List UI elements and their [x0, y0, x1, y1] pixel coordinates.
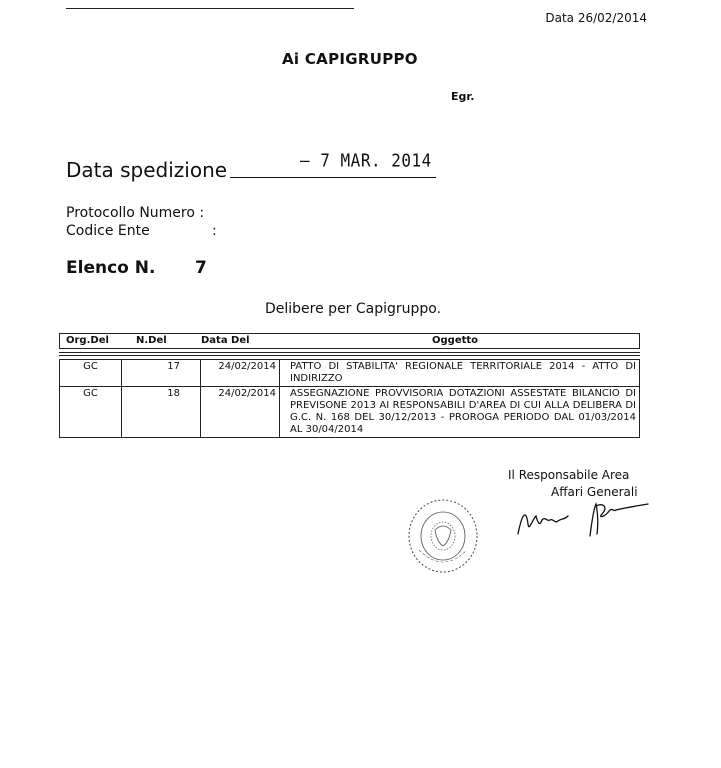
- table-row: [60, 387, 640, 438]
- header-date: Data Del: [201, 335, 250, 346]
- table-header: [59, 333, 640, 349]
- stamp-mark: ‒: [300, 150, 311, 171]
- row-date: 24/02/2014: [201, 387, 280, 438]
- deliberations-table: [59, 359, 640, 438]
- document-date: Data 26/02/2014: [545, 11, 647, 25]
- row-subject: PATTO DI STABILITA' REGIONALE TERRITORIALE 2014 - ATTO DI INDIRIZZO: [280, 360, 640, 387]
- row-num: 17: [122, 360, 201, 387]
- official-seal-icon: [405, 494, 481, 578]
- header-num: N.Del: [136, 335, 167, 346]
- row-subject: ASSEGNAZIONE PROVVISORIA DOTAZIONI ASSESTATE BILANCIO DI PREVISONE 2013 AI RESPONSABILI D'AREA DI CUI ALLA DELIBERA DI G.C. N. 168 DEL 30/12/2013 - PROROGA PERIODO DAL 01/03/2014 AL 30/04/2014: [280, 387, 640, 438]
- salutation: Egr.: [451, 90, 475, 103]
- table-row: [60, 360, 640, 387]
- list-number: 7: [195, 258, 207, 278]
- shipping-date-label: Data spedizione: [66, 158, 228, 182]
- page-title: Ai CAPIGRUPPO: [282, 50, 418, 68]
- header-subject: Oggetto: [432, 335, 479, 346]
- header-org: Org.Del: [66, 335, 109, 346]
- row-org: GC: [60, 387, 122, 438]
- table-separator-2: [59, 355, 640, 356]
- ente-code-label: Codice Ente: [66, 223, 150, 239]
- protocol-label: Protocollo Numero :: [66, 205, 205, 221]
- signatory-title: Il Responsabile Area: [508, 468, 630, 482]
- shipping-date-line: [230, 177, 436, 178]
- signature-icon: [512, 494, 652, 542]
- shipping-date-stamp: [300, 150, 432, 171]
- stamp-date: 7 MAR. 2014: [320, 150, 432, 171]
- top-rule: [66, 8, 354, 9]
- row-org: GC: [60, 360, 122, 387]
- ente-code-colon: :: [212, 223, 217, 239]
- row-num: 18: [122, 387, 201, 438]
- list-label: Elenco N.: [66, 258, 156, 278]
- row-date: 24/02/2014: [201, 360, 280, 387]
- signatory-office: Affari Generali: [551, 485, 638, 499]
- list-subtitle: Delibere per Capigruppo.: [265, 301, 442, 317]
- table-separator: [59, 352, 640, 353]
